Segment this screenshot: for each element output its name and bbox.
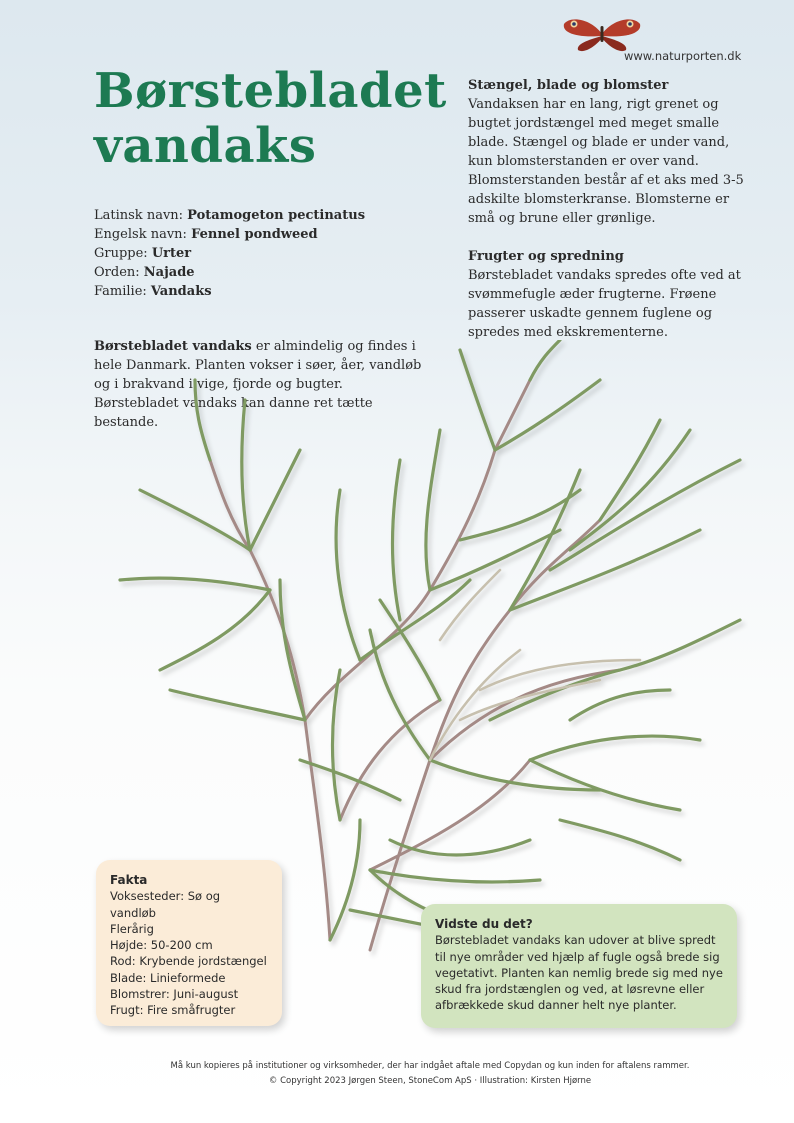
- intro-bold: Børstebladet vandaks: [94, 339, 252, 354]
- taxonomy-item-order: Orden: Najade: [94, 265, 195, 280]
- fakta-box: [96, 860, 282, 1026]
- fakta-line: Blomstrer: Juni-august: [110, 987, 239, 1002]
- footer-copyright: © Copyright 2023 Jørgen Steen, StoneCom ApS · Illustration: Kirsten Hjørne: [268, 1076, 592, 1086]
- did-you-know-text: Børstebladet vandaks kan udover at blive spredt til nye områder ved hjælp af fugle også brede sig vegetativt. Planten kan nemlig brede sig med nye skud fra jordstænglen og ved, at løsrevne eller afbrækkede skud danner helt nye planter.: [435, 933, 723, 1013]
- did-you-know-heading: Vidste du det?: [435, 917, 533, 931]
- taxonomy-item-family: Familie: Vandaks: [94, 284, 212, 299]
- section-heading-fruit: Frugter og spredning: [468, 249, 624, 264]
- footer-license: Må kun kopieres på institutioner og virksomheder, der har indgået aftale med Copydan og kun inden for aftalens rammer.: [170, 1061, 690, 1071]
- fakta-line: Voksesteder: Sø og vandløb: [110, 889, 221, 920]
- section-text-stem: Vandaksen har en lang, rigt grenet og bugtet jordstængel med meget smalle blade. Stængel og blade er under vand, kun blomsterstanden er over vand. Blomsterstanden består af et aks med 3-5 adskilte blomsterkranse. Blomsterne er små og brune eller grønlige.: [468, 97, 744, 226]
- fakta-line: Højde: 50-200 cm: [110, 938, 213, 953]
- fakta-line: Blade: Linieformede: [110, 970, 226, 985]
- page-title: [94, 64, 447, 174]
- taxonomy-item-group: Gruppe: Urter: [94, 246, 192, 261]
- fakta-line: Flerårig: [110, 921, 154, 936]
- taxonomy-list: [94, 206, 365, 301]
- title-line-2: vandaks: [94, 118, 317, 174]
- fakta-line: Frugt: Fire småfrugter: [110, 1003, 236, 1018]
- did-you-know-box: [421, 904, 737, 1028]
- fakta-heading: Fakta: [110, 873, 148, 887]
- fakta-line: Rod: Krybende jordstængel: [110, 954, 267, 969]
- taxonomy-item-latin: Latinsk navn: Potamogeton pectinatus: [94, 208, 366, 223]
- site-url[interactable]: www.naturporten.dk: [624, 49, 742, 63]
- taxonomy-item-english: Engelsk navn: Fennel pondweed: [94, 227, 318, 242]
- butterfly-icon: [560, 14, 644, 54]
- right-column: [468, 76, 758, 361]
- intro-text: er almindelig og findes i hele Danmark. Planten vokser i søer, åer, vandløb og i brakvand i vige, fjorde og bugter. Børstebladet vandaks kan danne ret tætte bestande.: [94, 339, 422, 430]
- title-line-1: Børstebladet: [94, 63, 447, 119]
- section-text-fruit: Børstebladet vandaks spredes ofte ved at svømmefugle æder frugterne. Frøene passerer uskadte gennem fuglene og spredes med ekskrementerne.: [468, 268, 741, 340]
- footer: [0, 1059, 794, 1089]
- section-heading-stem: Stængel, blade og blomster: [468, 78, 669, 93]
